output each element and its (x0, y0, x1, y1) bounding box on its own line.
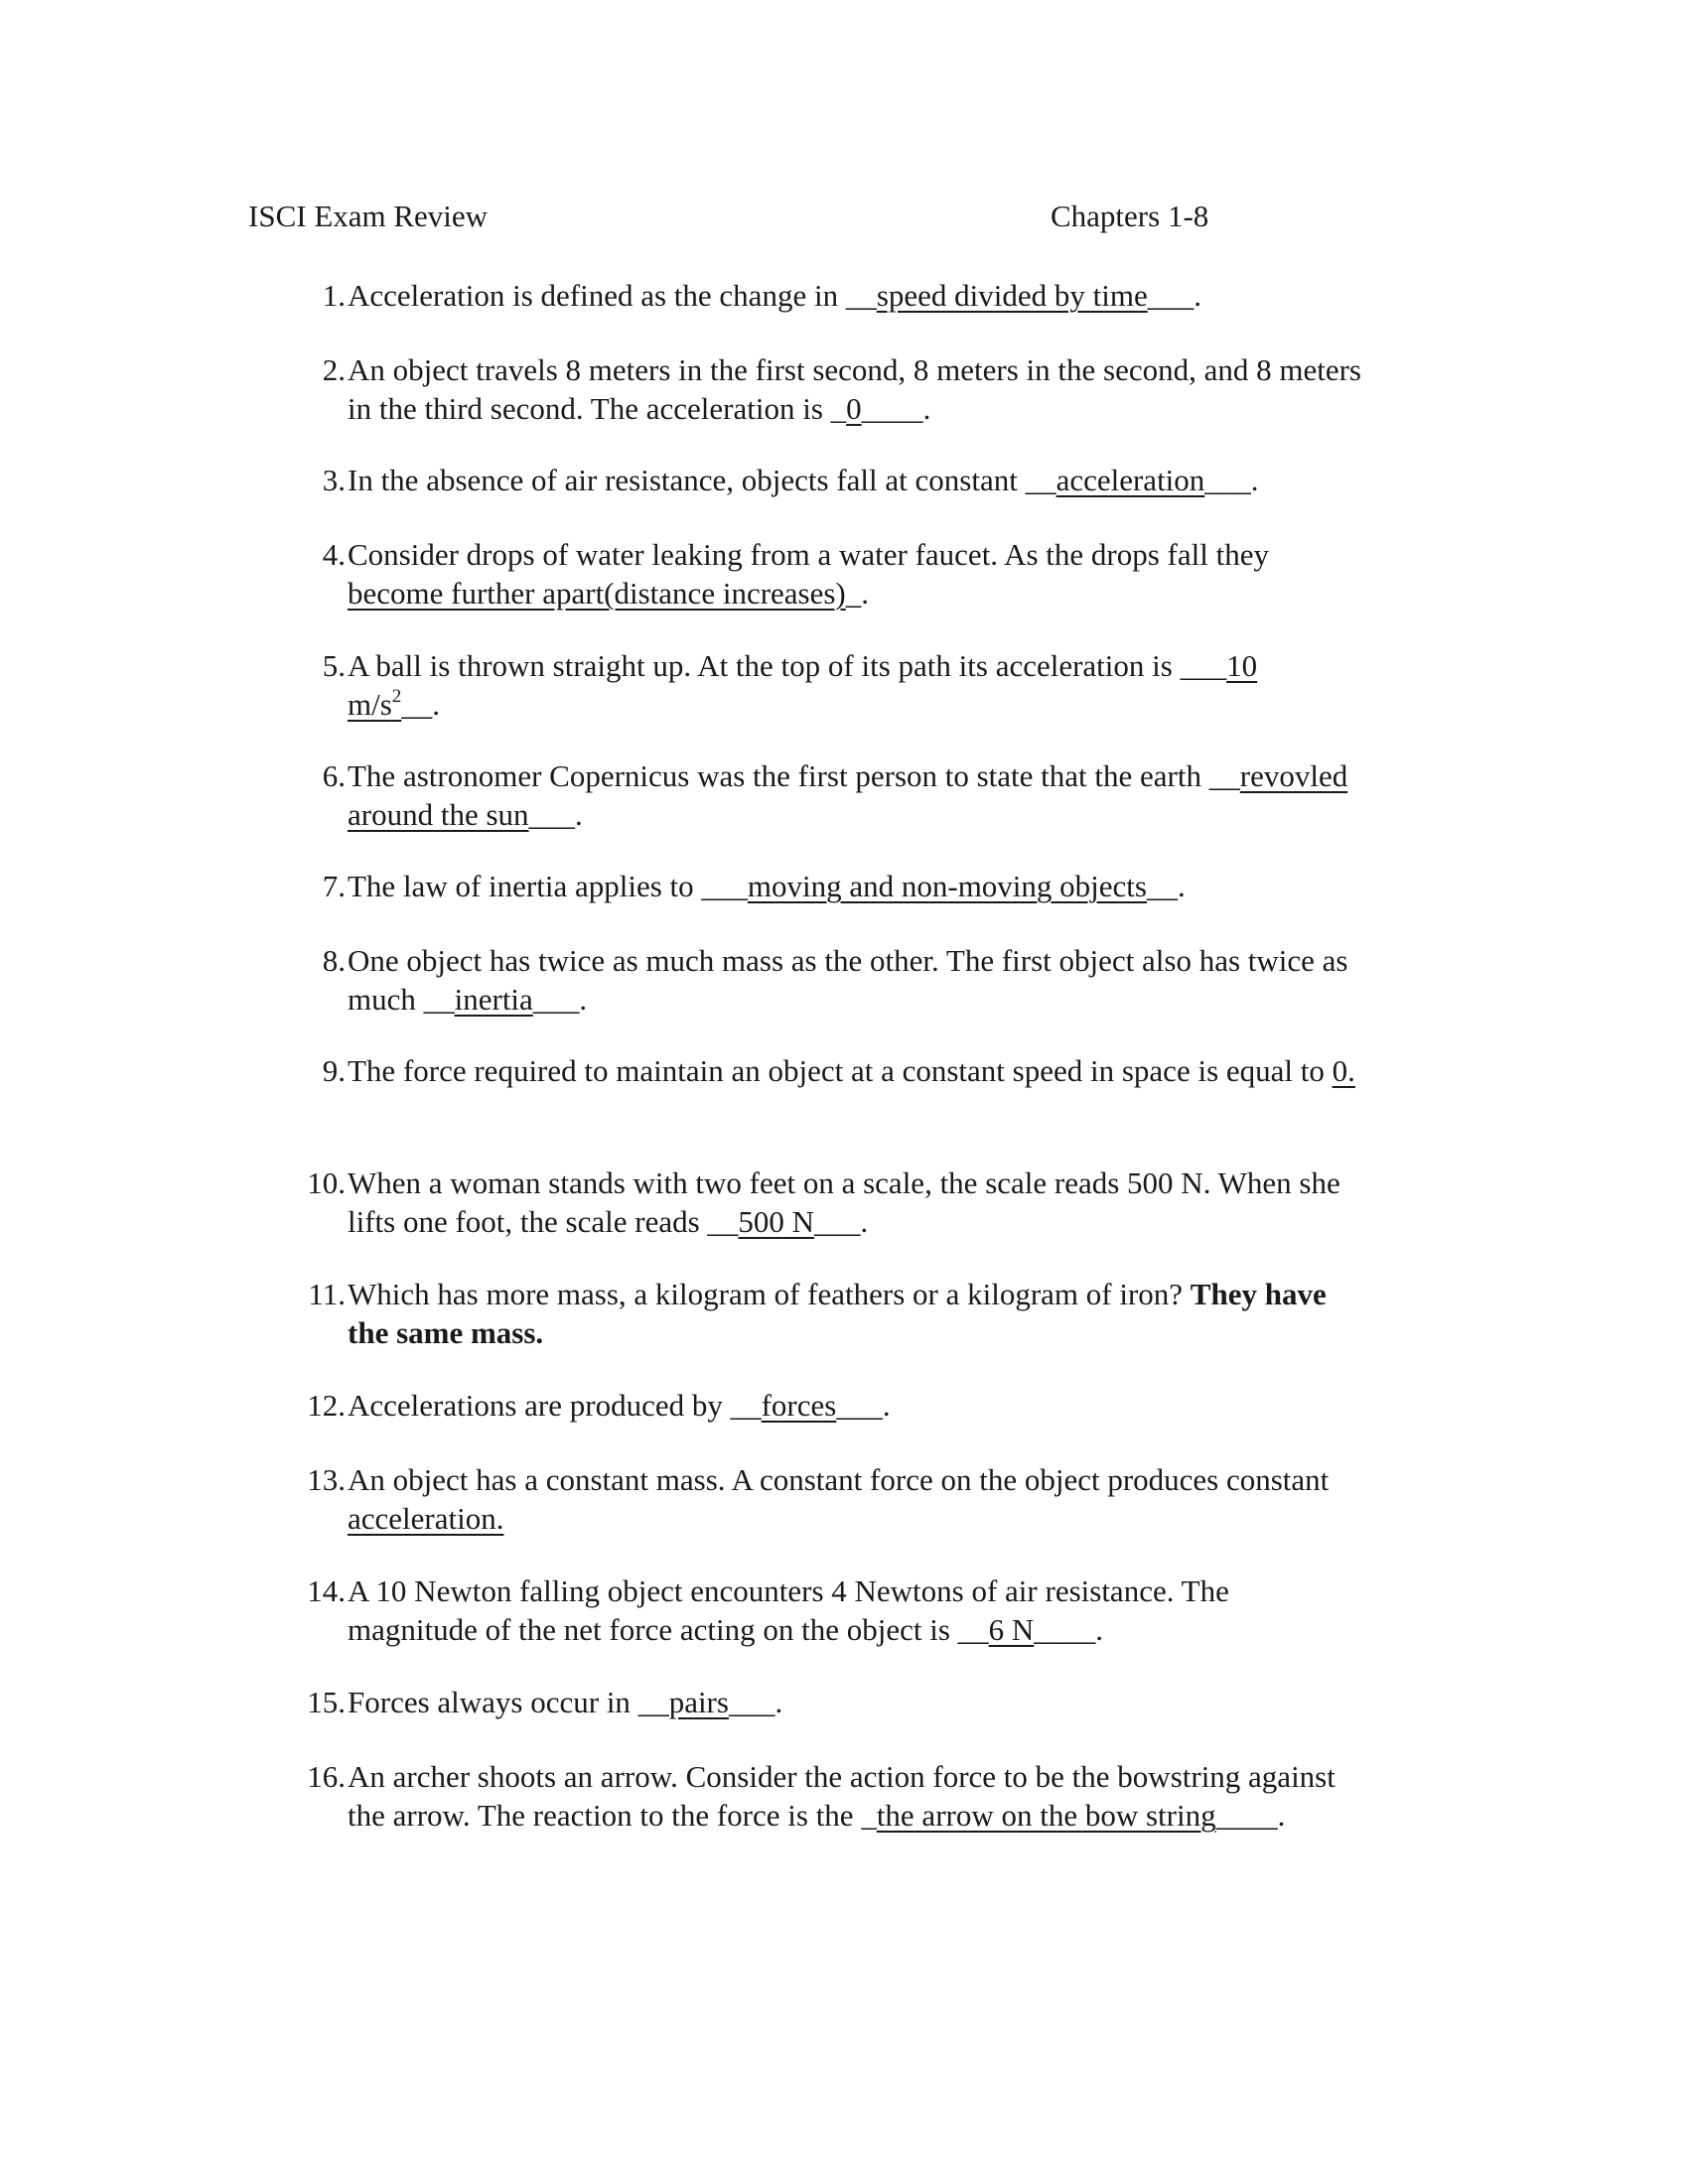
question-line (348, 941, 1348, 980)
answer-text: forces (761, 1388, 837, 1423)
answer-bold: They have (1190, 1277, 1327, 1311)
answer-blank-trail: ____ (1034, 1612, 1096, 1647)
question-number: 10. (307, 1165, 346, 1200)
sentence-end: . (575, 797, 583, 832)
answer-blank-lead: __ (957, 1612, 989, 1647)
sentence-end: . (861, 576, 870, 611)
question-line (348, 535, 1269, 574)
question-line (348, 1796, 1285, 1835)
answer-blank-lead: _ (861, 1798, 877, 1833)
question-number: 8. (322, 943, 346, 978)
question-line (348, 980, 587, 1019)
answer-text: pairs (668, 1685, 729, 1719)
question-line (348, 685, 440, 724)
answer-blank-trail: ___ (1147, 278, 1195, 313)
question-line (348, 867, 1186, 905)
question-prompt: Consider drops of water leaking from a water faucet. As the drops fall they (348, 537, 1269, 572)
question-prompt: One object has twice as much mass as the other. The first object also has twice as (348, 943, 1348, 978)
answer-blank-trail: ____ (861, 391, 923, 426)
question-number: 7. (322, 869, 346, 903)
question-line (348, 1460, 1329, 1499)
question-line (348, 461, 1259, 499)
question-prompt: In the absence of air resistance, objects fall at constant (348, 463, 1026, 497)
question-prompt: An object has a constant mass. A constant force on the object produces constant (348, 1462, 1330, 1497)
question-prompt: much (348, 982, 424, 1017)
answer-blank-trail: __ (401, 687, 433, 722)
answer-text: 0. (1332, 1053, 1355, 1088)
sentence-end: . (774, 1685, 783, 1719)
question-prompt: Accelerations are produced by (348, 1388, 731, 1423)
answer-blank-trail: ___ (532, 982, 580, 1017)
question-prompt: An object travels 8 meters in the first second, 8 meters in the second, and 8 meters (348, 352, 1361, 387)
answer-text: the arrow on the bow string (876, 1798, 1216, 1833)
question-line (348, 1313, 543, 1352)
question-line (348, 1275, 1327, 1313)
sentence-end: . (579, 982, 588, 1017)
answer-blank-lead: __ (1025, 463, 1056, 497)
answer-text: around the sun (348, 797, 529, 832)
answer-bold: the same mass. (348, 1315, 544, 1350)
answer-blank-trail: ___ (814, 1204, 861, 1239)
sentence-end: . (1194, 278, 1201, 313)
answer-text: moving and non-moving objects (747, 869, 1147, 903)
question-prompt: When a woman stands with two feet on a scale, the scale reads 500 N. When she (348, 1165, 1340, 1200)
sentence-end: . (860, 1204, 869, 1239)
question-line (348, 1757, 1336, 1796)
question-number: 3. (322, 463, 346, 497)
question-line (348, 1683, 782, 1721)
answer-blank-lead: __ (423, 982, 455, 1017)
question-line (348, 646, 1257, 685)
question-number: 6. (322, 758, 346, 793)
question-line (348, 1499, 503, 1538)
question-line (348, 574, 869, 613)
question-number: 1. (322, 278, 346, 313)
answer-blank-trail: ___ (836, 1388, 883, 1423)
question-line (348, 1051, 1355, 1090)
answer-text: $m/s^2$ (348, 685, 402, 722)
document-title: ISCI Exam Review (248, 199, 489, 233)
sentence-end: . (1095, 1612, 1104, 1647)
question-line (348, 276, 1201, 315)
answer-text: 500 N (738, 1204, 815, 1239)
question-number: 12. (307, 1388, 346, 1423)
question-prompt: An archer shoots an arrow. Consider the action force to be the bowstring against (348, 1759, 1336, 1794)
chapters-label: Chapters 1-8 (1051, 199, 1209, 233)
answer-text: acceleration (1055, 463, 1205, 497)
answer-text: inertia (454, 982, 533, 1017)
answer-blank-trail: ____ (1215, 1798, 1278, 1833)
question-prompt: The astronomer Copernicus was the first person to state that the earth (348, 758, 1209, 793)
question-prompt: lifts one foot, the scale reads (348, 1204, 708, 1239)
question-prompt: Acceleration is defined as the change in (348, 278, 846, 313)
answer-blank-lead: __ (845, 278, 877, 313)
question-line (348, 1386, 891, 1425)
answer-blank-lead: __ (637, 1685, 669, 1719)
question-prompt: magnitude of the net force acting on the object is (348, 1612, 958, 1647)
sentence-end: . (1250, 463, 1259, 497)
sentence-end: . (432, 687, 441, 722)
sentence-end: . (1177, 869, 1186, 903)
answer-blank-trail: ___ (528, 797, 576, 832)
question-line (348, 1571, 1229, 1610)
answer-blank-trail: __ (1146, 869, 1178, 903)
answer-blank-trail: ___ (728, 1685, 775, 1719)
answer-text: 6 N (988, 1612, 1035, 1647)
question-line (348, 795, 583, 834)
question-prompt: The force required to maintain an object at a constant speed in space is equal to (348, 1053, 1333, 1088)
question-prompt: A ball is thrown straight up. At the top of its path its acceleration is (348, 648, 1181, 683)
question-prompt: Which has more mass, a kilogram of feathers or a kilogram of iron? (348, 1277, 1191, 1311)
sentence-end: . (1277, 1798, 1286, 1833)
answer-blank-lead: __ (730, 1388, 762, 1423)
answer-text: acceleration. (348, 1501, 504, 1536)
answer-text: 0 (846, 391, 862, 426)
answer-blank-lead: _ (830, 391, 847, 426)
question-number: 13. (307, 1462, 346, 1497)
answer-blank-trail: _ (845, 576, 862, 611)
question-line (348, 389, 930, 428)
answer-text: speed divided by time (876, 278, 1148, 313)
question-prompt: in the third second. The acceleration is (348, 391, 831, 426)
question-prompt: A 10 Newton falling object encounters 4 Newtons of air resistance. The (348, 1573, 1229, 1608)
answer-text: 10 (1226, 648, 1258, 683)
answer-blank-lead: __ (707, 1204, 739, 1239)
question-number: 9. (322, 1053, 346, 1088)
answer-blank-lead: ___ (701, 869, 748, 903)
answer-blank-lead: __ (1208, 758, 1240, 793)
question-line (348, 1202, 868, 1241)
question-number: 11. (308, 1277, 346, 1311)
question-prompt: the arrow. The reaction to the force is the (348, 1798, 862, 1833)
answer-blank-trail: ___ (1204, 463, 1251, 497)
question-prompt: The law of inertia applies to (348, 869, 702, 903)
question-number: 5. (322, 648, 346, 683)
answer-text: become further apart(distance increases) (348, 576, 846, 611)
sentence-end: . (922, 391, 931, 426)
question-line (348, 756, 1347, 795)
answer-text: revovled (1239, 758, 1348, 793)
question-line (348, 1163, 1340, 1202)
question-number: 15. (307, 1685, 346, 1719)
answer-superscript: 2 (391, 685, 402, 707)
question-number: 4. (322, 537, 346, 572)
question-number: 14. (307, 1573, 346, 1608)
question-prompt: Forces always occur in (348, 1685, 638, 1719)
sentence-end: . (882, 1388, 891, 1423)
question-number: 2. (322, 352, 346, 387)
question-line (348, 1610, 1103, 1649)
question-line (348, 350, 1361, 389)
answer-blank-lead: ___ (1180, 648, 1227, 683)
question-number: 16. (307, 1759, 346, 1794)
